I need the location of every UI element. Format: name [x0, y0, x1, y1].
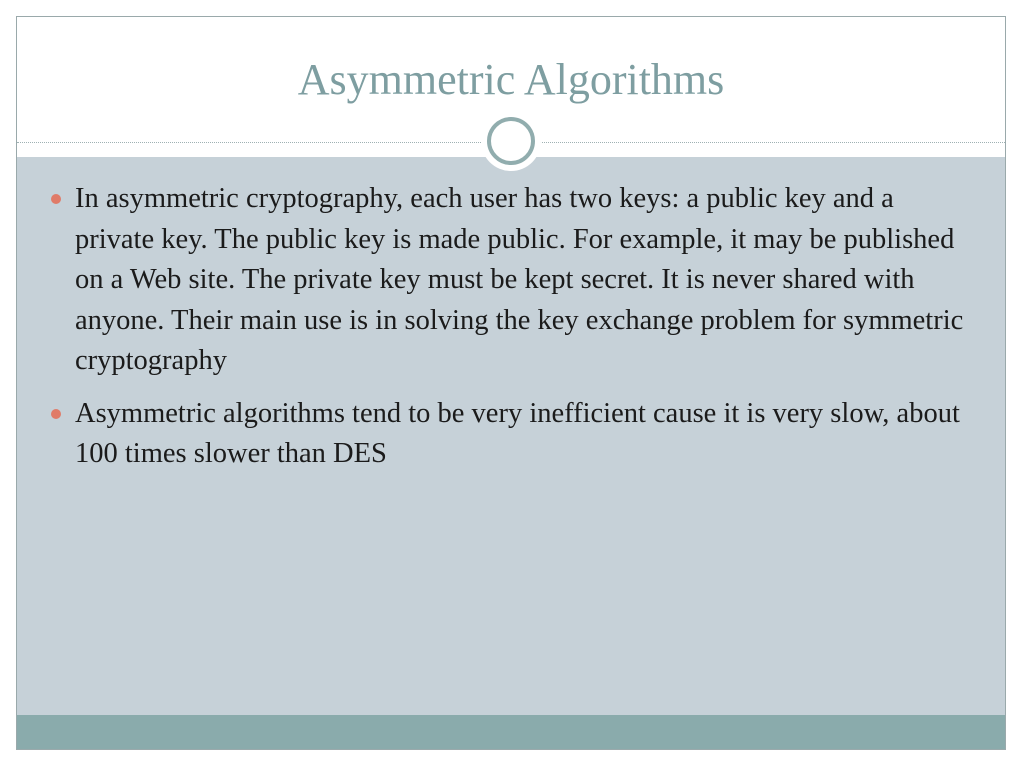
slide-title: Asymmetric Algorithms: [297, 55, 725, 104]
slide: [16, 16, 1006, 750]
footer-band: [17, 715, 1005, 750]
title-ornament: [481, 111, 541, 171]
circle-ring-icon: [487, 117, 535, 165]
bullet-list: [49, 179, 979, 487]
content-area: [17, 157, 1005, 715]
bullet-text: Asymmetric algorithms tend to be very inefficient cause it is very slow, about 100 times slower than DES: [75, 397, 960, 469]
bullet-item: [49, 394, 979, 475]
bullet-text: In asymmetric cryptography, each user has two keys: a public key and a private key. The public key is made public. For example, it may be published on a Web site. The private key must be kept secret. It is never shared with anyone. Their main use is in solving the key exchange problem for symmetric cryptography: [75, 183, 964, 376]
bullet-item: [49, 179, 979, 382]
bullet-dot-icon: [51, 409, 61, 419]
bullet-dot-icon: [51, 194, 61, 204]
